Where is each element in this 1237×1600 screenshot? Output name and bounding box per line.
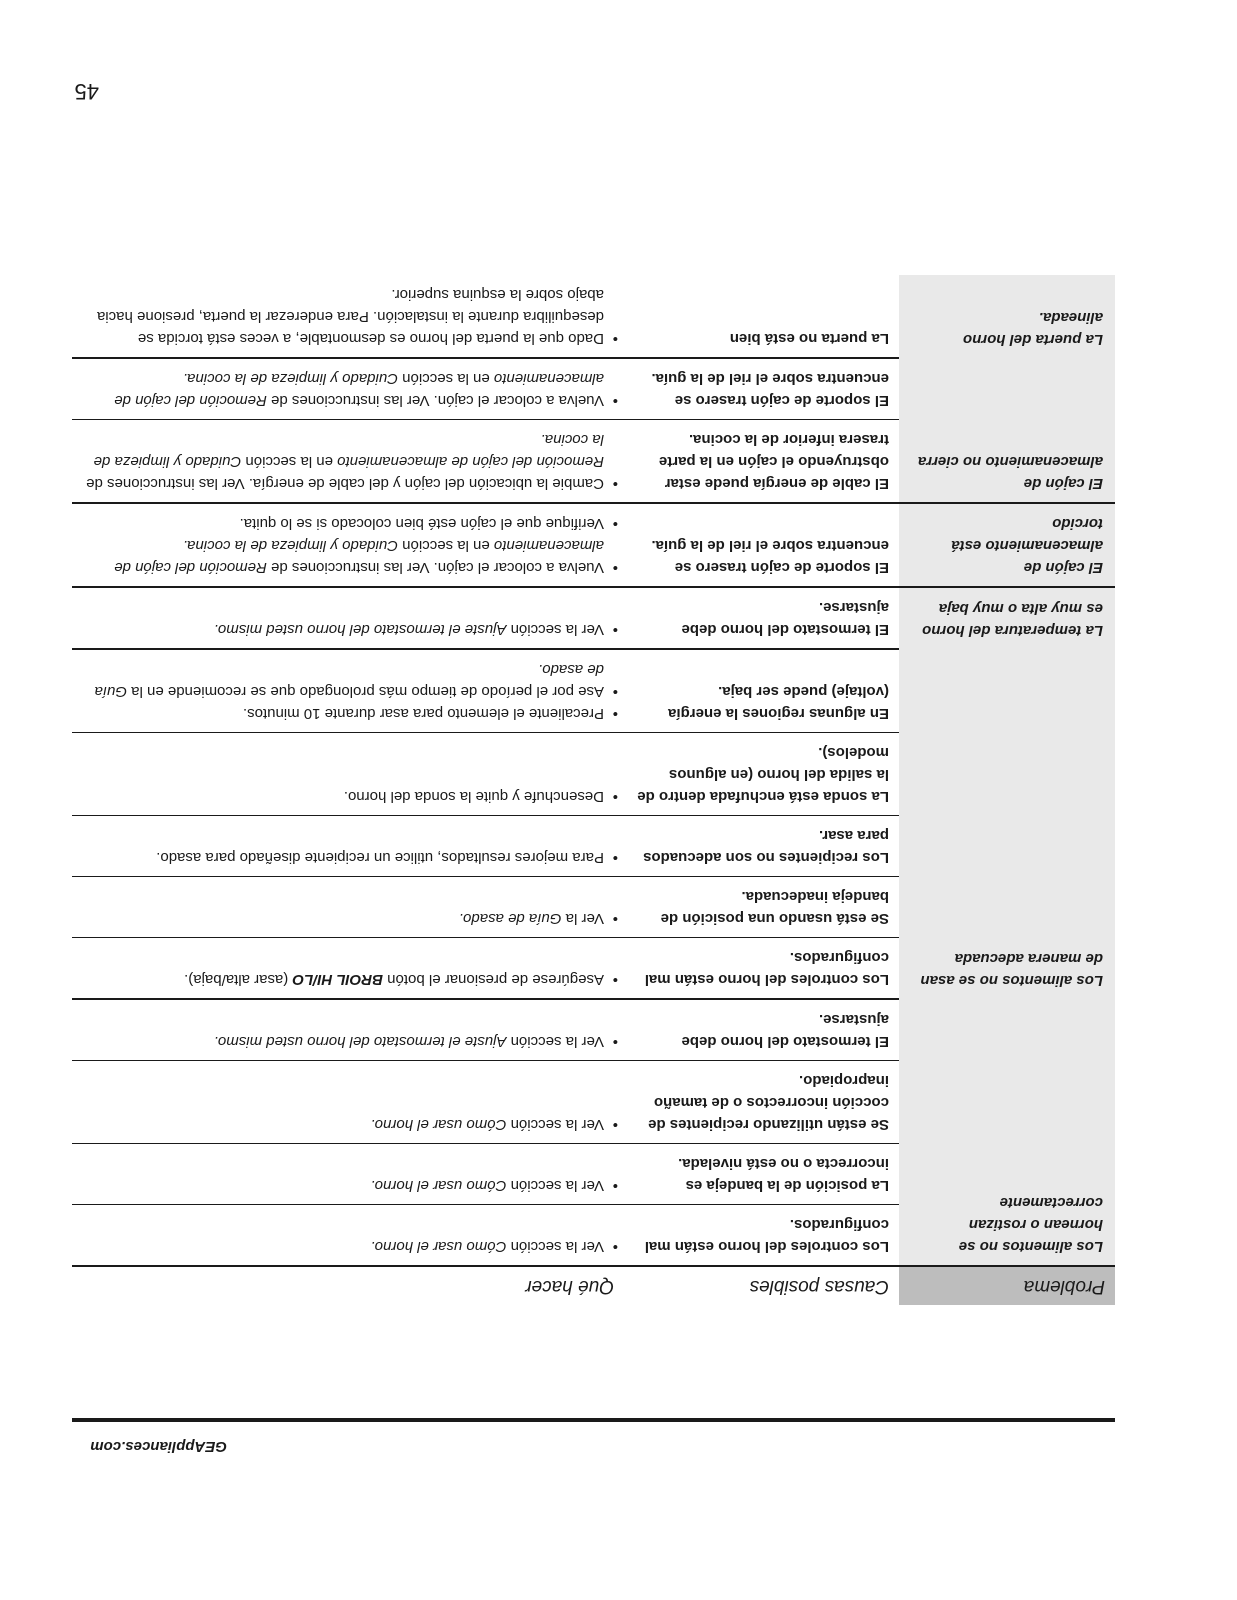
problem-cell: Los alimentos no se hornean o rostizan correctamente xyxy=(899,999,1115,1266)
list-item: • Asegúrese de presionar el botón BROIL HI/LO (asar alta/baja). xyxy=(82,968,604,990)
cause-cell: El soporte de cajón trasero se encuentra sobre el riel de la guía. xyxy=(624,503,899,587)
list-item: • Ver la sección Cómo usar el horno. xyxy=(82,1113,604,1135)
problem-cell: La temperatura del horno es muy alta o muy baja xyxy=(899,587,1115,649)
cause-cell: Los controles del horno están mal configurados. xyxy=(624,1205,899,1267)
header-cause: Causas posibles xyxy=(624,1266,899,1305)
problem-cell: Los alimentos no se asan de manera adecuada xyxy=(899,649,1115,999)
cause-cell: En algunas regiones la energía (voltaje) puede ser baja. xyxy=(624,649,899,733)
list-item: • Dado que la puerta del horno es desmontable, a veces está torcida se desequilibra durante la instalación. Para enderezar la puerta, presione hacia abajo sobre la esquina superior. xyxy=(82,283,604,349)
problem-cell: El cajón de almacenamiento está torcido xyxy=(899,503,1115,587)
list-item: • Ver la sección Ajuste el termostato del horno usted mismo. xyxy=(82,1030,604,1052)
action-cell xyxy=(72,1205,624,1267)
cause-cell: El termostato del horno debe ajustarse. xyxy=(624,999,899,1061)
page-number: 45 xyxy=(74,79,99,104)
cause-cell: El cable de energía puede estar obstruyendo el cajón en la parte trasera inferior de la cocina. xyxy=(624,420,899,504)
cause-cell: El termostato del horno debe ajustarse. xyxy=(624,587,899,649)
list-item: • Ase por el período de tiempo más prolongado que se recomiende en la Guía de asado. xyxy=(82,658,604,702)
action-cell xyxy=(72,358,624,420)
cause-cell: El soporte de cajón trasero se encuentra sobre el riel de la guía. xyxy=(624,358,899,420)
problem-cell: La puerta del horno alineada. xyxy=(899,275,1115,358)
table-row xyxy=(72,503,1115,587)
cause-cell: La sonda está enchufada dentro de la salida del horno (en algunos modelos). xyxy=(624,733,899,816)
table-row xyxy=(72,1205,1115,1267)
action-cell xyxy=(72,420,624,504)
table-row xyxy=(72,938,1115,1000)
action-cell xyxy=(72,733,624,816)
header-action: Qué hacer xyxy=(72,1266,624,1305)
cause-cell: Se está usando una posición de bandeja inadecuada. xyxy=(624,877,899,938)
list-item: • Para mejores resultados, utilice un recipiente diseñado para asado. xyxy=(82,846,604,868)
table-row xyxy=(72,275,1115,358)
problem-cell: El cajón de almacenamiento no cierra xyxy=(899,358,1115,503)
list-item: • Ver la sección Ajuste el termostato del horno usted mismo. xyxy=(82,618,604,640)
action-cell xyxy=(72,938,624,1000)
cause-cell: La posición de la bandeja es incorrecta o no está nivelada. xyxy=(624,1144,899,1205)
list-item: • Desenchufe y quite la sonda del horno. xyxy=(82,785,604,807)
cause-cell: Se están utilizando recipientes de cocción incorrectos o de tamaño inapropiado. xyxy=(624,1061,899,1144)
list-item: • Verifique que el cajón esté bien colocado si se lo quita. xyxy=(82,512,604,534)
table-row xyxy=(72,420,1115,504)
action-cell xyxy=(72,1144,624,1205)
troubleshooting-table xyxy=(72,275,1115,1305)
list-item: • Ver la sección Cómo usar el horno. xyxy=(82,1174,604,1196)
table-row xyxy=(72,587,1115,649)
action-cell xyxy=(72,999,624,1061)
list-item: • Cambie la ubicación del cajón y del cable de energía. Ver las instrucciones de Remoción del cajón de almacenamiento en la sección Cuidado y limpieza de la cocina. xyxy=(82,428,604,494)
cause-cell: Los recipientes no son adecuados para asar. xyxy=(624,816,899,877)
action-cell xyxy=(72,816,624,877)
action-cell xyxy=(72,275,624,358)
action-cell xyxy=(72,649,624,733)
site-url[interactable]: GEAppliances.com xyxy=(90,1438,227,1455)
list-item: • Vuelva a colocar el cajón. Ver las instrucciones de Remoción del cajón de almacenamiento en la sección Cuidado y limpieza de la cocina. xyxy=(82,534,604,578)
list-item: • Vuelva a colocar el cajón. Ver las instrucciones de Remoción del cajón de almacenamiento en la sección Cuidado y limpieza de la cocina. xyxy=(82,367,604,411)
header-problem: Problema xyxy=(899,1266,1115,1305)
list-item: • Precaliente el elemento para asar durante 10 minutos. xyxy=(82,702,604,724)
cause-cell: La puerta no está bien xyxy=(729,330,889,347)
action-cell xyxy=(72,1061,624,1144)
cause-cell: Los controles del horno están mal configurados. xyxy=(624,938,899,1000)
action-cell xyxy=(72,877,624,938)
action-cell xyxy=(72,503,624,587)
action-cell xyxy=(72,587,624,649)
header-rule xyxy=(72,1418,1115,1422)
list-item: • Ver la Guía de asado. xyxy=(82,907,604,929)
list-item: • Ver la sección Cómo usar el horno. xyxy=(82,1235,604,1257)
